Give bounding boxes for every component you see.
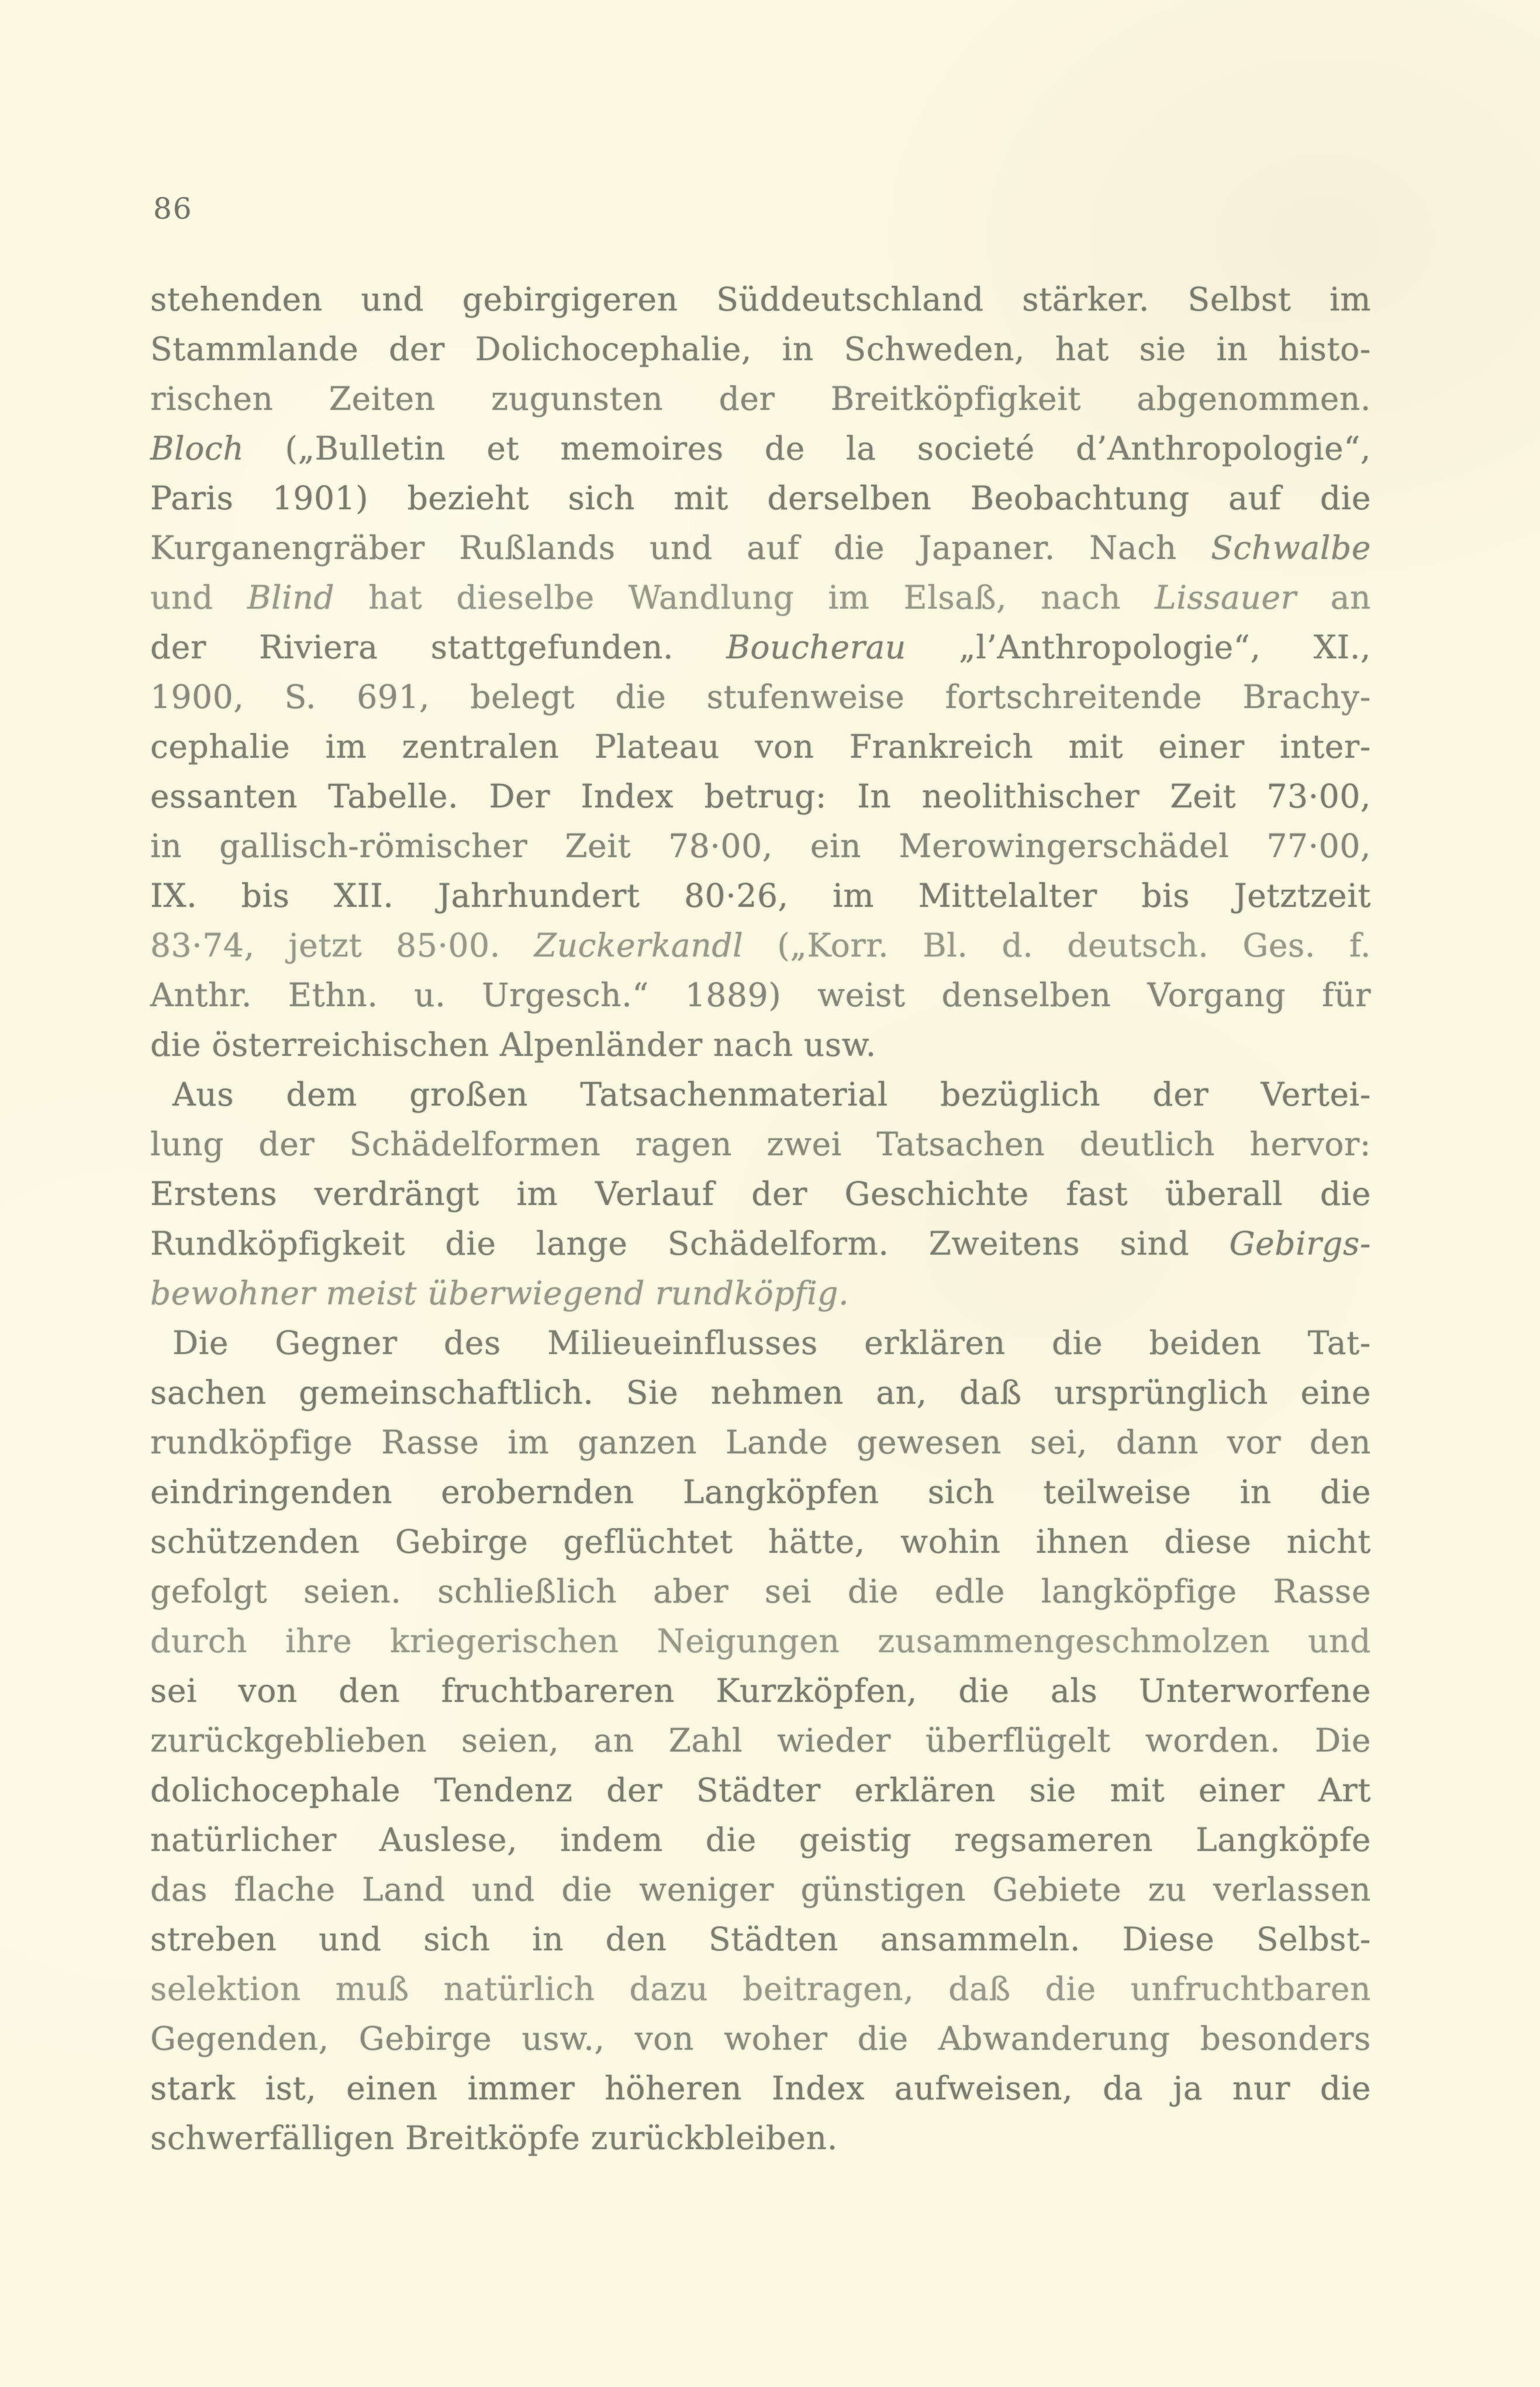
text-line: durch ihre kriegerischen Neigungen zusammengeschmolzen und (150, 1622, 1371, 1660)
text-line: selektion muß natürlich dazu beitragen, daß die unfruchtbaren (150, 1970, 1371, 2008)
text-line: stehenden und gebirgigeren Süddeutschland stärker. Selbst im (150, 281, 1371, 318)
text-line: cephalie im zentralen Plateau von Frankreich mit einer inter- (150, 728, 1371, 765)
text-line: und Blind hat dieselbe Wandlung im Elsaß, nach Lissauer an (150, 579, 1372, 616)
text-line: essanten Tabelle. Der Index betrug: In neolithischer Zeit 73·00, (150, 778, 1371, 815)
text-line: Aus dem großen Tatsachenmaterial bezüglich der Vertei- (172, 1076, 1371, 1113)
text-line: sei von den fruchtbareren Kurzköpfen, die als Unterworfene (150, 1672, 1371, 1709)
text-line: Erstens verdrängt im Verlauf der Geschichte fast überall die (150, 1175, 1371, 1213)
text-line: Gegenden, Gebirge usw., von woher die Abwanderung besonders (150, 2020, 1371, 2057)
text-line: natürlicher Auslese, indem die geistig regsameren Langköpfe (150, 1821, 1371, 1859)
text-line: bewohner meist überwiegend rundköpfig. (150, 1274, 850, 1312)
text-line: rundköpfige Rasse im ganzen Lande gewesen sei, dann vor den (150, 1424, 1371, 1461)
page-text (150, 275, 1371, 2163)
text-line: dolichocephale Tendenz der Städter erklären sie mit einer Art (150, 1771, 1371, 1809)
text-line: Paris 1901) bezieht sich mit derselben Beobachtung auf die (150, 479, 1371, 517)
page-number: 86 (153, 192, 193, 226)
text-line: sachen gemeinschaftlich. Sie nehmen an, daß ursprünglich eine (150, 1374, 1371, 1411)
text-line: Bloch („Bulletin et memoires de la societé d’Anthropologie“, (150, 430, 1371, 467)
text-line: Anthr. Ethn. u. Urgesch.“ 1889) weist denselben Vorgang für (150, 976, 1371, 1014)
text-line: Kurganengräber Rußlands und auf die Japaner. Nach Schwalbe (150, 529, 1371, 566)
text-line: das flache Land und die weniger günstigen Gebiete zu verlassen (150, 1871, 1371, 1908)
text-line: stark ist, einen immer höheren Index aufweisen, da ja nur die (150, 2070, 1371, 2107)
text-line: rischen Zeiten zugunsten der Breitköpfigkeit abgenommen. (150, 380, 1371, 417)
text-line: Rundköpfigkeit die lange Schädelform. Zweitens sind Gebirgs- (150, 1225, 1371, 1262)
text-line: Die Gegner des Milieueinflusses erklären die beiden Tat- (172, 1324, 1371, 1362)
text-line: 1900, S. 691, belegt die stufenweise fortschreitende Brachy- (150, 678, 1371, 716)
text-line: der Riviera stattgefunden. Boucherau „l’Anthropologie“, XI., (150, 628, 1371, 666)
text-line: zurückgeblieben seien, an Zahl wieder überflügelt worden. Die (150, 1722, 1371, 1759)
text-line: gefolgt seien. schließlich aber sei die edle langköpfige Rasse (150, 1573, 1371, 1610)
text-line: schwerfälligen Breitköpfe zurückbleiben. (150, 2119, 838, 2157)
text-line: lung der Schädelformen ragen zwei Tatsachen deutlich hervor: (150, 1125, 1371, 1163)
text-line: eindringenden erobernden Langköpfen sich teilweise in die (150, 1473, 1371, 1511)
text-line: die österreichischen Alpenländer nach usw. (150, 1026, 876, 1063)
text-line: IX. bis XII. Jahrhundert 80·26, im Mittelalter bis Jetztzeit (150, 877, 1371, 914)
text-line: schützenden Gebirge geflüchtet hätte, wohin ihnen diese nicht (150, 1523, 1371, 1560)
text-line: Stammlande der Dolichocephalie, in Schweden, hat sie in histo- (150, 330, 1371, 368)
text-line: streben und sich in den Städten ansammeln. Diese Selbst- (150, 1920, 1371, 1958)
text-line: in gallisch-römischer Zeit 78·00, ein Merowingerschädel 77·00, (150, 827, 1371, 865)
text-line: 83·74, jetzt 85·00. Zuckerkandl („Korr. Bl. d. deutsch. Ges. f. (150, 927, 1371, 964)
